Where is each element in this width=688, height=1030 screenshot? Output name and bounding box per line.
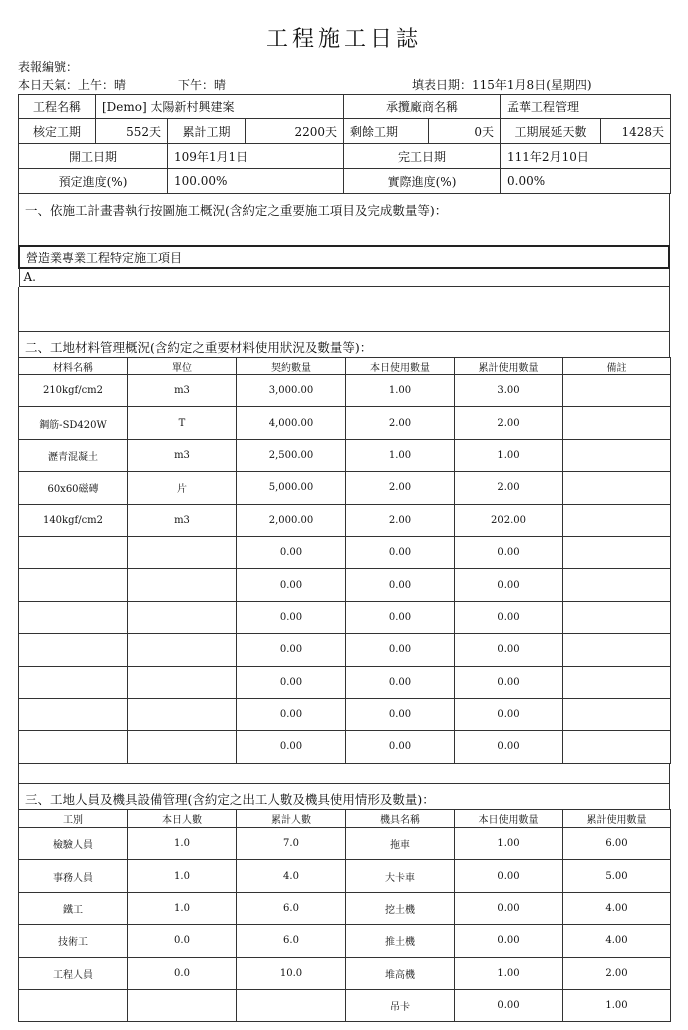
material-row-cell: 0.00 (237, 569, 346, 601)
personnel-row-cell: 1.00 (455, 957, 563, 989)
material-row-cell: 1.00 (455, 439, 563, 471)
material-row-cell: 4,000.00 (237, 407, 346, 439)
material-row (19, 569, 671, 601)
section3-box (18, 783, 670, 809)
material-row-cell: 1.00 (346, 375, 455, 407)
material-row-cell: 0.00 (455, 731, 563, 763)
materials-header: 備註 (563, 358, 671, 375)
materials-header: 單位 (128, 358, 237, 375)
materials-header: 材料名稱 (19, 358, 128, 375)
material-row-cell: m3 (128, 439, 237, 471)
material-row-cell (128, 601, 237, 633)
actual-progress: 0.00% (501, 169, 671, 194)
material-row-cell: 140kgf/cm2 (19, 504, 128, 536)
material-row-cell (128, 698, 237, 730)
personnel-table (18, 809, 671, 1022)
material-row-cell: 0.00 (237, 536, 346, 568)
material-row-cell (563, 666, 671, 698)
personnel-row-cell: 鐵工 (19, 892, 128, 924)
material-row-cell: 片 (128, 472, 237, 504)
material-row-cell (563, 731, 671, 763)
material-row-cell: 0.00 (237, 698, 346, 730)
start-date: 109年1月1日 (168, 144, 344, 169)
personnel-header: 機具名稱 (346, 810, 455, 828)
personnel-row-cell: 0.0 (128, 957, 237, 989)
personnel-row-cell (237, 989, 346, 1021)
extension: 1428天 (601, 119, 671, 144)
material-row-cell (19, 634, 128, 666)
material-row-cell: 0.00 (455, 698, 563, 730)
material-row-cell (563, 472, 671, 504)
personnel-row-cell: 1.0 (128, 892, 237, 924)
personnel-row-cell: 1.0 (128, 828, 237, 860)
personnel-row-cell: 4.00 (563, 892, 671, 924)
report-number (18, 58, 78, 75)
material-row-cell: 0.00 (455, 634, 563, 666)
material-row-cell: 60x60磁磚 (19, 472, 128, 504)
material-row-cell: 0.00 (346, 634, 455, 666)
material-row-cell: m3 (128, 375, 237, 407)
weather-pm-value: 晴 (214, 78, 227, 92)
material-row-cell (19, 698, 128, 730)
material-row-cell: 2.00 (346, 472, 455, 504)
page-title: 工程施工日誌 (265, 27, 422, 52)
material-row-cell: 1.00 (346, 439, 455, 471)
personnel-row-cell: 10.0 (237, 957, 346, 989)
personnel-row-cell: 1.00 (563, 989, 671, 1021)
material-row-cell: 0.00 (455, 536, 563, 568)
end-date-label: 完工日期 (344, 144, 501, 169)
material-row-cell: 0.00 (237, 634, 346, 666)
personnel-row-cell: 吊卡 (346, 989, 455, 1021)
personnel-header: 工別 (19, 810, 128, 828)
material-row-cell: 0.00 (346, 666, 455, 698)
material-row-cell (19, 569, 128, 601)
personnel-row-cell: 推土機 (346, 925, 455, 957)
material-row-cell (563, 698, 671, 730)
end-date: 111年2月10日 (501, 144, 671, 169)
material-row (19, 731, 671, 763)
material-row-cell: T (128, 407, 237, 439)
material-row-cell: 2.00 (455, 472, 563, 504)
material-row-cell: 0.00 (455, 666, 563, 698)
materials-header: 本日使用數量 (346, 358, 455, 375)
material-row-cell: 瀝青混凝土 (19, 439, 128, 471)
personnel-header: 累計人數 (237, 810, 346, 828)
section3-title: 三、工地人員及機具設備管理(含約定之出工人數及機具使用情形及數量)： (25, 792, 435, 807)
weather-label: 本日天氣： (18, 78, 79, 92)
weather-am-label: 上午： (78, 78, 115, 92)
planned-progress-label: 預定進度(%) (19, 169, 168, 194)
report-number-label: 表報編號： (18, 60, 79, 74)
personnel-header: 本日使用數量 (455, 810, 563, 828)
weather-row (18, 76, 226, 93)
material-row-cell: 2,500.00 (237, 439, 346, 471)
section1-title: 一、依施工計畫書執行按圖施工概況(含約定之重要施工項目及完成數量等)： (25, 203, 448, 218)
material-row-cell: 210kgf/cm2 (19, 375, 128, 407)
personnel-row (19, 828, 671, 860)
personnel-row-cell: 技術工 (19, 925, 128, 957)
section1-item: A. (19, 268, 669, 286)
material-row-cell (563, 536, 671, 568)
material-row-cell (128, 569, 237, 601)
material-row (19, 536, 671, 568)
section1-subtitle: 營造業專業工程特定施工項目 (19, 246, 669, 268)
personnel-row-cell: 4.0 (237, 860, 346, 892)
material-row-cell: 0.00 (346, 698, 455, 730)
personnel-row-cell: 拖車 (346, 828, 455, 860)
materials-header: 契約數量 (237, 358, 346, 375)
material-row-cell: 0.00 (237, 666, 346, 698)
material-row (19, 407, 671, 439)
project-info-table (18, 94, 671, 194)
material-row-cell (19, 731, 128, 763)
material-row-cell: 0.00 (346, 569, 455, 601)
personnel-row-cell: 6.00 (563, 828, 671, 860)
personnel-row-cell: 挖土機 (346, 892, 455, 924)
personnel-row-cell: 0.00 (455, 892, 563, 924)
material-row-cell (563, 569, 671, 601)
planned-progress: 100.00% (168, 169, 344, 194)
personnel-row-cell (19, 989, 128, 1021)
materials-table (18, 357, 671, 764)
material-row-cell: 202.00 (455, 504, 563, 536)
personnel-row-cell: 檢驗人員 (19, 828, 128, 860)
material-row-cell: m3 (128, 504, 237, 536)
material-row-cell: 2.00 (455, 407, 563, 439)
personnel-row (19, 860, 671, 892)
personnel-row-cell: 5.00 (563, 860, 671, 892)
material-row-cell (563, 439, 671, 471)
personnel-row-cell: 事務人員 (19, 860, 128, 892)
material-row (19, 504, 671, 536)
material-row-cell (563, 634, 671, 666)
material-row-cell (563, 504, 671, 536)
remaining: 0天 (429, 119, 501, 144)
remaining-label: 剩餘工期 (344, 119, 429, 144)
personnel-row (19, 957, 671, 989)
personnel-row-cell: 0.0 (128, 925, 237, 957)
personnel-row-cell: 4.00 (563, 925, 671, 957)
material-row-cell: 2.00 (346, 407, 455, 439)
project-name-label: 工程名稱 (19, 95, 96, 119)
personnel-header: 累計使用數量 (563, 810, 671, 828)
fill-date-label: 填表日期： (412, 78, 473, 92)
accum-period: 2200天 (246, 119, 344, 144)
personnel-row-cell: 大卡車 (346, 860, 455, 892)
material-row-cell: 0.00 (455, 601, 563, 633)
personnel-row-cell: 2.00 (563, 957, 671, 989)
material-row-cell: 2.00 (346, 504, 455, 536)
material-row-cell (128, 536, 237, 568)
material-row-cell: 鋼筋-SD420W (19, 407, 128, 439)
material-row-cell: 0.00 (346, 731, 455, 763)
material-row-cell: 0.00 (237, 731, 346, 763)
section2-title: 二、工地材料管理概況(含約定之重要材料使用狀況及數量等)： (25, 340, 373, 355)
material-row-cell: 3,000.00 (237, 375, 346, 407)
materials-header: 累計使用數量 (455, 358, 563, 375)
personnel-header: 本日人數 (128, 810, 237, 828)
section2-spacer (18, 764, 670, 783)
approved-period-label: 核定工期 (19, 119, 96, 144)
material-row-cell: 3.00 (455, 375, 563, 407)
personnel-row-cell: 0.00 (455, 925, 563, 957)
material-row-cell: 0.00 (237, 601, 346, 633)
weather-pm-label: 下午： (178, 78, 215, 92)
fill-date-value: 115年1月8日(星期四) (472, 78, 592, 92)
material-row-cell (563, 601, 671, 633)
material-row (19, 698, 671, 730)
material-row-cell (563, 407, 671, 439)
personnel-row (19, 925, 671, 957)
material-row-cell (19, 601, 128, 633)
personnel-row (19, 892, 671, 924)
personnel-row-cell: 6.0 (237, 892, 346, 924)
material-row-cell: 0.00 (455, 569, 563, 601)
material-row (19, 375, 671, 407)
personnel-row-cell (128, 989, 237, 1021)
materials-body (19, 375, 671, 764)
material-row (19, 472, 671, 504)
material-row (19, 439, 671, 471)
material-row-cell: 0.00 (346, 601, 455, 633)
material-row-cell: 0.00 (346, 536, 455, 568)
weather-am-value: 晴 (114, 78, 127, 92)
personnel-row-cell: 1.0 (128, 860, 237, 892)
contractor-label: 承攬廠商名稱 (344, 95, 501, 119)
material-row-cell (19, 536, 128, 568)
section2-box (18, 331, 670, 357)
material-row-cell: 5,000.00 (237, 472, 346, 504)
actual-progress-label: 實際進度(%) (344, 169, 501, 194)
personnel-row (19, 989, 671, 1021)
section1-spacer (18, 287, 670, 331)
material-row-cell (128, 731, 237, 763)
material-row-cell (563, 375, 671, 407)
personnel-row-cell: 0.00 (455, 860, 563, 892)
section1-box (18, 193, 670, 245)
personnel-row-cell: 堆高機 (346, 957, 455, 989)
material-row-cell: 2,000.00 (237, 504, 346, 536)
extension-label: 工期展延天數 (501, 119, 601, 144)
material-row (19, 601, 671, 633)
approved-period: 552天 (96, 119, 168, 144)
personnel-row-cell: 1.00 (455, 828, 563, 860)
personnel-row-cell: 7.0 (237, 828, 346, 860)
material-row (19, 666, 671, 698)
contractor: 孟華工程管理 (501, 95, 671, 119)
material-row (19, 634, 671, 666)
start-date-label: 開工日期 (19, 144, 168, 169)
material-row-cell (128, 666, 237, 698)
personnel-row-cell: 6.0 (237, 925, 346, 957)
project-name: [Demo] 太陽新村興建案 (96, 95, 344, 119)
accum-period-label: 累計工期 (168, 119, 246, 144)
personnel-body (19, 828, 671, 1022)
fill-date (412, 76, 592, 93)
material-row-cell (19, 666, 128, 698)
personnel-row-cell: 0.00 (455, 989, 563, 1021)
personnel-row-cell: 工程人員 (19, 957, 128, 989)
section1-items (18, 245, 670, 287)
material-row-cell (128, 634, 237, 666)
